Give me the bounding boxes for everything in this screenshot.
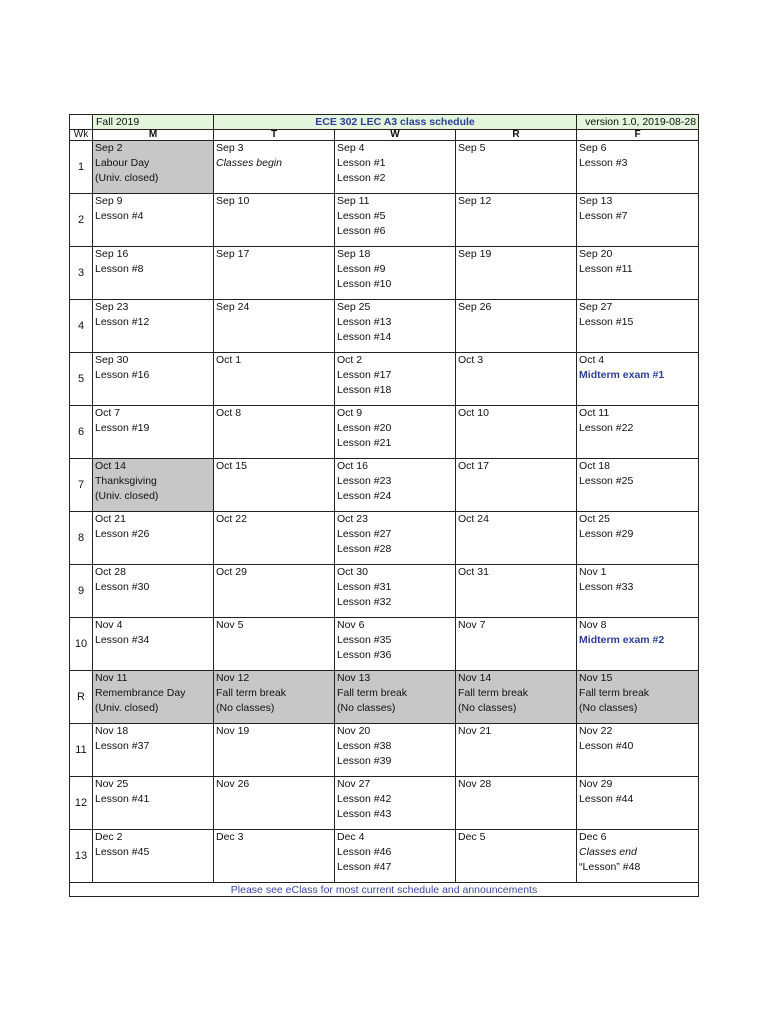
day-note: Lesson #43 <box>337 807 392 820</box>
day-cell-tuesday <box>214 618 335 671</box>
day-date: Dec 6 <box>579 831 607 843</box>
day-date: Nov 29 <box>579 778 613 790</box>
day-cell-monday <box>93 565 214 618</box>
day-date: Nov 1 <box>579 566 607 578</box>
day-note: Lesson #12 <box>95 315 150 328</box>
day-cell-tuesday <box>214 353 335 406</box>
day-cell-tuesday <box>214 459 335 512</box>
day-cell-wednesday <box>335 724 456 777</box>
day-note: Lesson #1 <box>337 156 386 169</box>
week-row <box>70 512 699 565</box>
day-note: Classes end <box>579 845 637 858</box>
day-date: Oct 28 <box>95 566 126 578</box>
day-cell-wednesday <box>335 353 456 406</box>
day-note: (Univ. closed) <box>95 701 159 714</box>
day-date: Dec 3 <box>216 831 244 843</box>
week-number: 8 <box>70 512 93 565</box>
week-number: 12 <box>70 777 93 830</box>
week-number: 6 <box>70 406 93 459</box>
week-row <box>70 459 699 512</box>
day-cell-tuesday <box>214 300 335 353</box>
day-cell-thursday <box>456 830 577 883</box>
day-date: Nov 12 <box>216 672 250 684</box>
day-cell-friday <box>577 724 699 777</box>
day-note: Lesson #8 <box>95 262 144 275</box>
day-note: Lesson #15 <box>579 315 634 328</box>
day-cell-monday <box>93 512 214 565</box>
day-date: Oct 23 <box>337 513 368 525</box>
day-cell-thursday <box>456 194 577 247</box>
day-note: Lesson #18 <box>337 383 392 396</box>
day-cell-friday <box>577 512 699 565</box>
day-cell-monday <box>93 353 214 406</box>
day-date: Nov 8 <box>579 619 607 631</box>
day-date: Oct 29 <box>216 566 247 578</box>
day-cell-thursday <box>456 300 577 353</box>
day-date: Sep 20 <box>579 248 613 260</box>
day-date: Sep 17 <box>216 248 250 260</box>
day-date: Nov 27 <box>337 778 371 790</box>
day-note: Lesson #6 <box>337 224 386 237</box>
day-date: Oct 7 <box>95 407 121 419</box>
day-note: Fall term break <box>579 686 650 699</box>
day-date: Oct 17 <box>458 460 489 472</box>
day-date: Sep 3 <box>216 142 244 154</box>
column-header-week: Wk <box>70 130 93 141</box>
day-note: Fall term break <box>458 686 529 699</box>
day-date: Dec 2 <box>95 831 123 843</box>
day-note: (Univ. closed) <box>95 489 159 502</box>
day-cell-thursday <box>456 512 577 565</box>
day-cell-thursday <box>456 459 577 512</box>
day-date: Oct 1 <box>216 354 242 366</box>
day-cell-friday <box>577 353 699 406</box>
day-cell-monday <box>93 406 214 459</box>
day-date: Sep 9 <box>95 195 123 207</box>
day-date: Oct 25 <box>579 513 610 525</box>
day-date: Oct 31 <box>458 566 489 578</box>
version-label: version 1.0, 2019-08-28 <box>577 115 699 130</box>
day-cell-thursday <box>456 618 577 671</box>
day-cell-tuesday <box>214 141 335 194</box>
day-cell-tuesday <box>214 830 335 883</box>
day-date: Oct 18 <box>579 460 610 472</box>
day-date: Oct 14 <box>95 460 126 472</box>
day-cell-tuesday <box>214 777 335 830</box>
day-date: Nov 14 <box>458 672 492 684</box>
day-note: (No classes) <box>337 701 396 714</box>
day-date: Sep 18 <box>337 248 371 260</box>
week-number: 10 <box>70 618 93 671</box>
day-note: (Univ. closed) <box>95 171 159 184</box>
day-note: Lesson #32 <box>337 595 392 608</box>
column-header-tuesday: T <box>214 130 335 141</box>
week-row <box>70 353 699 406</box>
day-date: Sep 6 <box>579 142 607 154</box>
day-date: Sep 30 <box>95 354 129 366</box>
day-note: Lesson #24 <box>337 489 392 502</box>
day-note: Lesson #29 <box>579 527 634 540</box>
day-date: Dec 5 <box>458 831 486 843</box>
day-note: Lesson #34 <box>95 633 150 646</box>
day-cell-thursday <box>456 247 577 300</box>
week-number: 11 <box>70 724 93 777</box>
week-row <box>70 565 699 618</box>
day-note: Classes begin <box>216 156 282 169</box>
day-note: Lesson #33 <box>579 580 634 593</box>
day-date: Sep 16 <box>95 248 129 260</box>
day-cell-friday <box>577 406 699 459</box>
day-date: Sep 26 <box>458 301 492 313</box>
day-cell-friday <box>577 671 699 724</box>
week-row <box>70 300 699 353</box>
day-date: Sep 13 <box>579 195 613 207</box>
day-note: Lesson #20 <box>337 421 392 434</box>
day-cell-wednesday <box>335 830 456 883</box>
day-cell-friday <box>577 830 699 883</box>
day-date: Oct 22 <box>216 513 247 525</box>
day-date: Oct 16 <box>337 460 368 472</box>
day-cell-monday <box>93 724 214 777</box>
day-date: Sep 4 <box>337 142 365 154</box>
week-row <box>70 247 699 300</box>
day-date: Oct 3 <box>458 354 484 366</box>
day-date: Oct 2 <box>337 354 363 366</box>
day-note: Lesson #9 <box>337 262 386 275</box>
day-cell-thursday <box>456 777 577 830</box>
day-note: Lesson #19 <box>95 421 150 434</box>
day-date: Oct 15 <box>216 460 247 472</box>
day-date: Nov 28 <box>458 778 492 790</box>
day-note: Lesson #3 <box>579 156 628 169</box>
day-cell-friday <box>577 300 699 353</box>
day-cell-tuesday <box>214 247 335 300</box>
day-note: Lesson #5 <box>337 209 386 222</box>
day-note: Lesson #13 <box>337 315 392 328</box>
day-date: Nov 18 <box>95 725 129 737</box>
day-date: Nov 15 <box>579 672 613 684</box>
day-note: Lesson #14 <box>337 330 392 343</box>
day-note: Lesson #42 <box>337 792 392 805</box>
column-header-row <box>70 130 699 141</box>
day-date: Sep 19 <box>458 248 492 260</box>
day-note: Lesson #7 <box>579 209 628 222</box>
day-cell-monday <box>93 247 214 300</box>
day-cell-monday <box>93 459 214 512</box>
day-date: Oct 8 <box>216 407 242 419</box>
day-note: Lesson #16 <box>95 368 150 381</box>
exam-label: Midterm exam #1 <box>579 368 665 381</box>
day-date: Sep 24 <box>216 301 250 313</box>
day-note: Lesson #36 <box>337 648 392 661</box>
day-note: Lesson #40 <box>579 739 634 752</box>
day-date: Sep 23 <box>95 301 129 313</box>
day-note: Lesson #27 <box>337 527 392 540</box>
day-date: Sep 5 <box>458 142 486 154</box>
day-note: Lesson #30 <box>95 580 150 593</box>
day-cell-thursday <box>456 565 577 618</box>
day-note: Labour Day <box>95 156 150 169</box>
day-note: Lesson #35 <box>337 633 392 646</box>
day-cell-friday <box>577 459 699 512</box>
week-number: 1 <box>70 141 93 194</box>
week-number: 5 <box>70 353 93 406</box>
day-note: Lesson #22 <box>579 421 634 434</box>
day-cell-tuesday <box>214 671 335 724</box>
day-note: Lesson #11 <box>579 262 633 275</box>
day-date: Nov 5 <box>216 619 244 631</box>
day-note: Lesson #31 <box>337 580 392 593</box>
day-cell-thursday <box>456 141 577 194</box>
day-cell-thursday <box>456 671 577 724</box>
day-date: Oct 24 <box>458 513 489 525</box>
day-cell-friday <box>577 194 699 247</box>
day-note: Lesson #28 <box>337 542 392 555</box>
day-date: Nov 7 <box>458 619 486 631</box>
day-cell-friday <box>577 565 699 618</box>
day-note: Remembrance Day <box>95 686 186 699</box>
day-cell-wednesday <box>335 141 456 194</box>
week-number: R <box>70 671 93 724</box>
day-date: Sep 12 <box>458 195 492 207</box>
day-note: Lesson #39 <box>337 754 392 767</box>
week-row <box>70 406 699 459</box>
day-cell-wednesday <box>335 777 456 830</box>
day-note: Lesson #23 <box>337 474 392 487</box>
day-cell-tuesday <box>214 406 335 459</box>
day-date: Oct 11 <box>579 407 610 419</box>
day-date: Oct 30 <box>337 566 368 578</box>
day-date: Sep 27 <box>579 301 613 313</box>
day-date: Nov 26 <box>216 778 250 790</box>
day-note: Lesson #26 <box>95 527 150 540</box>
day-cell-wednesday <box>335 247 456 300</box>
day-cell-wednesday <box>335 565 456 618</box>
day-cell-thursday <box>456 724 577 777</box>
week-number: 7 <box>70 459 93 512</box>
day-date: Oct 21 <box>95 513 126 525</box>
day-cell-friday <box>577 141 699 194</box>
day-cell-monday <box>93 141 214 194</box>
day-note: Lesson #17 <box>337 368 392 381</box>
day-date: Nov 22 <box>579 725 613 737</box>
header-row <box>70 115 699 130</box>
week-number: 13 <box>70 830 93 883</box>
day-note: Lesson #25 <box>579 474 634 487</box>
footer-note: Please see eClass for most current schedule and announcements <box>70 883 699 897</box>
day-date: Oct 10 <box>458 407 489 419</box>
week-row <box>70 830 699 883</box>
day-note: Lesson #47 <box>337 860 392 873</box>
day-cell-thursday <box>456 406 577 459</box>
day-cell-wednesday <box>335 300 456 353</box>
week-row <box>70 724 699 777</box>
day-date: Sep 10 <box>216 195 250 207</box>
day-date: Oct 9 <box>337 407 363 419</box>
day-cell-wednesday <box>335 459 456 512</box>
column-header-monday: M <box>93 130 214 141</box>
term-label: Fall 2019 <box>93 115 214 130</box>
day-note: Thanksgiving <box>95 474 157 487</box>
day-note: (No classes) <box>458 701 517 714</box>
day-date: Nov 4 <box>95 619 123 631</box>
day-note: Lesson #2 <box>337 171 386 184</box>
footer-row <box>70 883 699 897</box>
week-number: 2 <box>70 194 93 247</box>
day-note: Lesson #38 <box>337 739 392 752</box>
day-note: Lesson #45 <box>95 845 150 858</box>
column-header-thursday: R <box>456 130 577 141</box>
day-cell-wednesday <box>335 194 456 247</box>
day-cell-monday <box>93 618 214 671</box>
exam-label: Midterm exam #2 <box>579 633 665 646</box>
day-note: Lesson #21 <box>337 436 392 449</box>
day-cell-tuesday <box>214 724 335 777</box>
week-row <box>70 777 699 830</box>
week-number: 3 <box>70 247 93 300</box>
column-header-wednesday: W <box>335 130 456 141</box>
day-note: “Lesson” #48 <box>579 860 641 873</box>
day-note: (No classes) <box>216 701 275 714</box>
day-date: Nov 20 <box>337 725 371 737</box>
day-cell-monday <box>93 777 214 830</box>
day-cell-monday <box>93 671 214 724</box>
day-cell-wednesday <box>335 512 456 565</box>
day-cell-monday <box>93 300 214 353</box>
day-note: Lesson #46 <box>337 845 392 858</box>
day-note: Lesson #44 <box>579 792 634 805</box>
week-row <box>70 671 699 724</box>
day-date: Dec 4 <box>337 831 365 843</box>
day-cell-wednesday <box>335 671 456 724</box>
day-cell-tuesday <box>214 194 335 247</box>
day-date: Sep 11 <box>337 195 370 207</box>
day-cell-tuesday <box>214 565 335 618</box>
column-header-friday: F <box>577 130 699 141</box>
day-cell-friday <box>577 618 699 671</box>
day-note: Lesson #10 <box>337 277 392 290</box>
day-date: Oct 4 <box>579 354 605 366</box>
day-date: Sep 2 <box>95 142 123 154</box>
day-note: (No classes) <box>579 701 638 714</box>
day-note: Lesson #37 <box>95 739 150 752</box>
week-row <box>70 194 699 247</box>
day-date: Nov 11 <box>95 672 128 684</box>
day-cell-friday <box>577 247 699 300</box>
schedule-table <box>69 114 699 897</box>
day-date: Nov 13 <box>337 672 371 684</box>
day-date: Nov 21 <box>458 725 492 737</box>
day-date: Nov 25 <box>95 778 129 790</box>
day-date: Nov 19 <box>216 725 250 737</box>
week-number: 9 <box>70 565 93 618</box>
week-row <box>70 618 699 671</box>
day-note: Lesson #41 <box>95 792 150 805</box>
day-cell-tuesday <box>214 512 335 565</box>
day-cell-wednesday <box>335 618 456 671</box>
day-cell-wednesday <box>335 406 456 459</box>
day-date: Sep 25 <box>337 301 371 313</box>
day-cell-friday <box>577 777 699 830</box>
day-cell-monday <box>93 830 214 883</box>
day-cell-monday <box>93 194 214 247</box>
week-row <box>70 141 699 194</box>
header-corner <box>70 115 93 130</box>
schedule-title: ECE 302 LEC A3 class schedule <box>214 115 577 130</box>
day-note: Fall term break <box>337 686 408 699</box>
week-number: 4 <box>70 300 93 353</box>
day-note: Lesson #4 <box>95 209 144 222</box>
day-note: Fall term break <box>216 686 287 699</box>
day-cell-thursday <box>456 353 577 406</box>
day-date: Nov 6 <box>337 619 365 631</box>
